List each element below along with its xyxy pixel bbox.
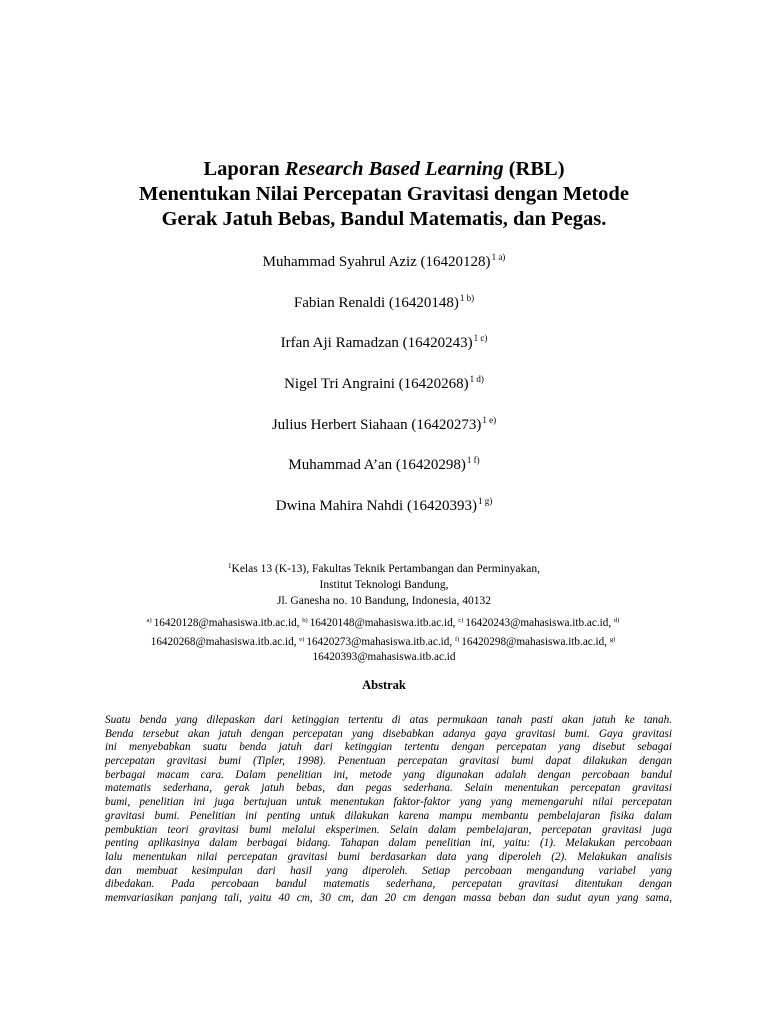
author-entry: Muhammad A’an $(16420298)^{1 f)}$ bbox=[288, 455, 480, 474]
abstract-line: dan membuat kesimpulan dari hasil yang diperoleh. Setiap percobaan mengandung variabel yang bbox=[105, 864, 672, 877]
abstract-line: ini menyebabkan suatu benda jatuh dari ketinggian tertentu dengan percepatan yang disebut sebagai bbox=[105, 741, 672, 754]
paper-title bbox=[60, 157, 708, 232]
email-list: $^{a)}$ 16420128@mahasiswa.itb.ac.id, $^{b)}$ 16420148@mahasiswa.itb.ac.id, $^{c)}$ 16420243@mahasiswa.itb.ac.id, $^{d)}$ 16420268@mahasiswa.itb.ac.id, $^{e)}$ 16420273@mahasiswa.itb.ac.id, $^{f)}$ 16420298@mahasiswa.itb.ac.id, $^{g)}$ 16420393@mahasiswa.itb.ac.id bbox=[146, 617, 620, 663]
title-line-2: Menentukan Nilai Percepatan Gravitasi dengan Metode bbox=[139, 183, 629, 205]
affiliation-line-3: Jl. Ganesha no. 10 Bandung, Indonesia, 40132 bbox=[277, 595, 491, 607]
author-entry: Julius Herbert Siahaan $(16420273)^{1 e)}$ bbox=[271, 414, 497, 433]
abstract-line: matematis sederhana, gerak jatuh bebas, dan pegas sederhana. Selain menentukan percepatan gravitasi bbox=[105, 782, 672, 795]
title-line-3: Gerak Jatuh Bebas, Bandul Matematis, dan Pegas. bbox=[161, 208, 607, 230]
author-entry: Dwina Mahira Nahdi $(16420393)^{1 g)}$ bbox=[275, 496, 493, 515]
author-entry: Nigel Tri Angraini $(16420268)^{1 d)}$ bbox=[284, 374, 484, 393]
affiliation-line-2: Institut Teknologi Bandung, bbox=[319, 579, 449, 591]
abstract-line: berbagai macam cara. Dalam penelitian ini, metode yang digunakan adalah dengan percobaan bandul bbox=[105, 768, 672, 781]
abstract-line: penting aplikasinya dalam berbagai bidang. Tahapan dalam penelitian ini, yaitu: (1). Melakukan percobaan bbox=[105, 837, 672, 850]
email-entry: $^{a)}$ 16420128@mahasiswa.itb.ac.id, bbox=[146, 617, 300, 629]
author-entry: Fabian Renaldi $(16420148)^{1 b)}$ bbox=[293, 292, 475, 311]
abstract-line: Benda tersebut akan jatuh dengan percepatan yang disebabkan adanya gaya gravitasi bumi. Gaya gravitasi bbox=[105, 727, 672, 740]
abstract-line: memvariasikan panjang tali, yaitu 40 cm, 30 cm, dan 20 cm dengan massa beban dan sudut ayun yang sama, bbox=[105, 891, 672, 904]
author-entry: Irfan Aji Ramadzan $(16420243)^{1 c)}$ bbox=[280, 333, 488, 352]
email-entry: 16420393@mahasiswa.itb.ac.id bbox=[312, 651, 456, 663]
abstract-line: gravitasi bumi. Penelitian ini penting untuk dilakukan karena mampu membantu pembelajaran fisika dalam bbox=[105, 809, 672, 822]
abstract-heading: Abstrak bbox=[362, 678, 406, 692]
abstract-body bbox=[105, 714, 672, 906]
email-entry: $^{f)}$ 16420298@mahasiswa.itb.ac.id, bbox=[454, 635, 608, 648]
abstract-line: percepatan gravitasi bumi (Tipler, 1998). Penentuan percepatan gravitasi bumi dapat dilakukan dengan bbox=[105, 755, 672, 768]
affiliation-block bbox=[60, 558, 708, 609]
abstract-line: pembuktian teori gravitasi bumi melalui eksperimen. Selain dalam pembelajaran, percepatan gravitasi juga bbox=[105, 823, 672, 836]
email-entry: $^{c)}$ 16420243@mahasiswa.itb.ac.id, bbox=[458, 617, 612, 629]
email-entry: $^{e)}$ 16420273@mahasiswa.itb.ac.id, bbox=[299, 635, 453, 648]
abstract-line: bumi, penelitian ini juga bertujuan untuk menentukan faktor-faktor yang yang memengaruhi nilai percepatan bbox=[105, 796, 672, 809]
email-entry: $^{b)}$ 16420148@mahasiswa.itb.ac.id, bbox=[302, 617, 456, 629]
abstract-line: dibedakan. Pada percobaan bandul matematis sederhana, percepatan gravitasi ditentukan dengan bbox=[105, 878, 672, 891]
author-entry: Muhammad Syahrul Aziz $(16420128)^{1 a)}$ bbox=[262, 252, 506, 270]
author-list bbox=[60, 247, 708, 532]
abstract-line: Suatu benda yang dilepaskan dari ketinggian tertentu di atas permukaan tanah pasti akan jatuh ke tanah. bbox=[105, 714, 672, 726]
title-line-1: Laporan Research Based Learning (RBL) bbox=[203, 158, 565, 180]
affiliation-line-1: $^1$Kelas 13 (K-13), Fakultas Teknik Pertambangan dan Perminyakan, bbox=[228, 562, 540, 575]
abstract-line: lalu menentukan nilai percepatan gravitasi bumi berdasarkan data yang diperoleh (2). Melakukan analisis bbox=[105, 850, 672, 863]
email-entry: 16420268@mahasiswa.itb.ac.id, bbox=[150, 635, 297, 648]
